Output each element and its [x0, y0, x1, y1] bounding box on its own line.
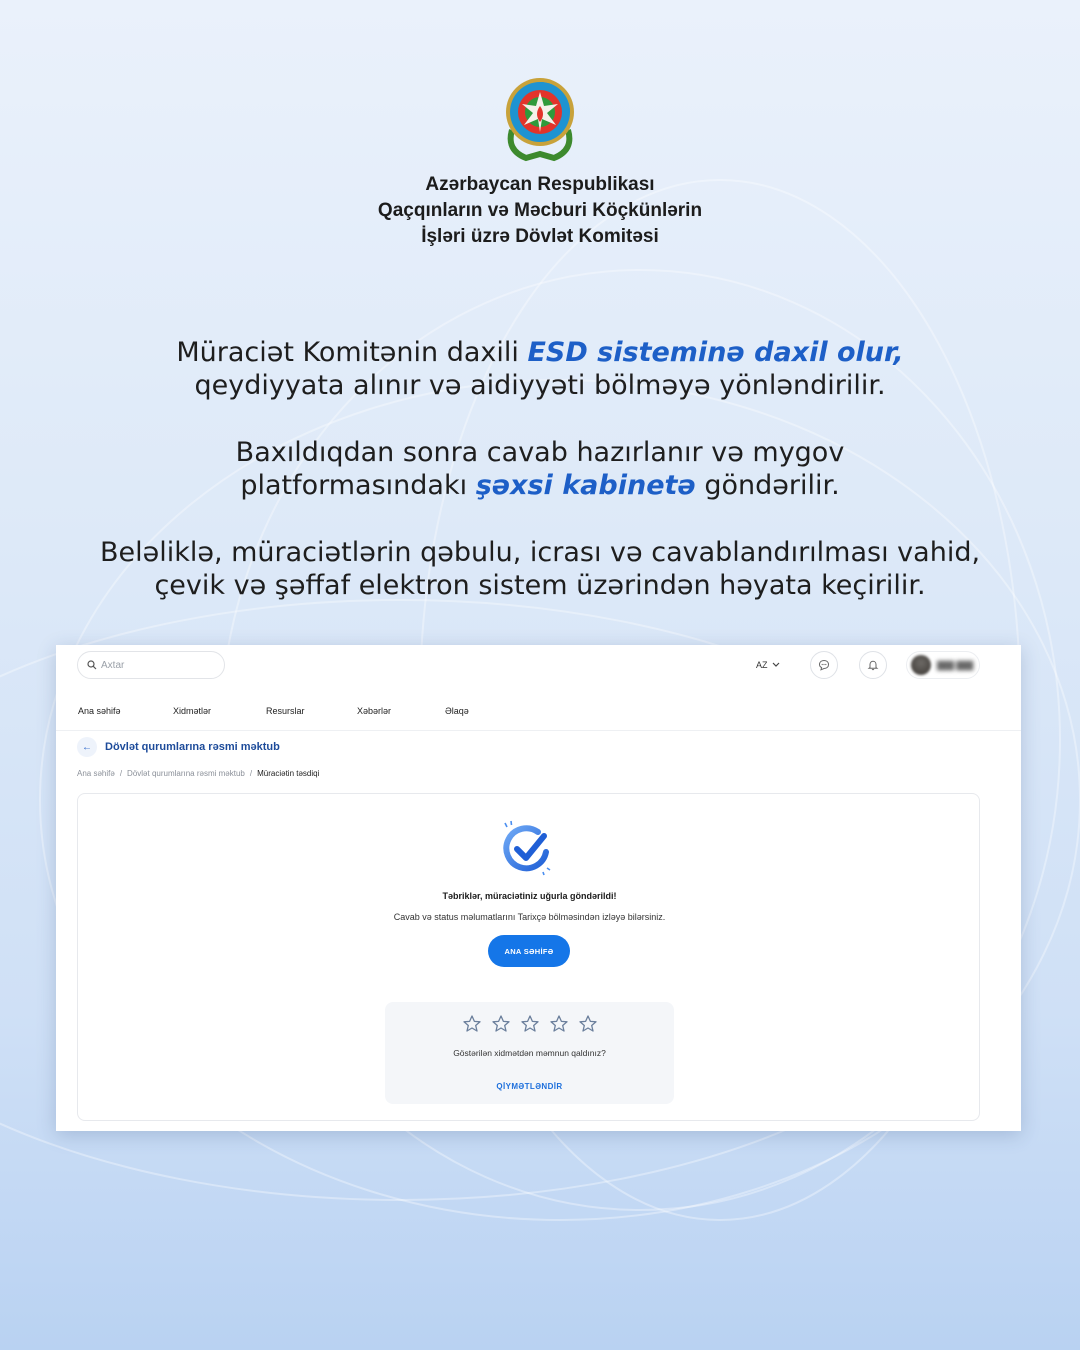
nav-item-contact[interactable]: Əlaqə: [445, 706, 469, 716]
org-name-line-2: Qaçqınların və Məcburi Köçkünlərin: [377, 200, 703, 221]
org-name-line-3: İşləri üzrə Dövlət Komitəsi: [421, 226, 659, 247]
success-subtitle: Cavab və status məlumatlarını Tarixçə bölməsindən izləyə bilərsiniz.: [393, 912, 666, 922]
breadcrumb-item-service[interactable]: Dövlət qurumlarına rəsmi məktub: [127, 769, 245, 778]
avatar: [911, 655, 931, 675]
p2-text-end: göndərilir.: [695, 470, 840, 501]
nav-item-news[interactable]: Xəbərlər: [357, 706, 392, 716]
p3-line-2: çevik və şəffaf elektron sistem üzərindən həyata keçirilir.: [154, 570, 926, 601]
org-name-line-1: Azərbaycan Respublikası: [425, 174, 655, 195]
breadcrumb-separator: /: [249, 769, 253, 778]
star-icon-1[interactable]: [462, 1014, 482, 1034]
page-title: Dövlət qurumlarına rəsmi məktub: [105, 741, 280, 753]
mygov-screenshot: [56, 645, 1021, 1131]
search-icon: [87, 660, 97, 670]
emblem-icon: [500, 70, 580, 162]
chat-icon: [818, 659, 830, 671]
arrow-left-icon: ←: [82, 741, 92, 753]
p1-highlight: ESD sisteminə daxil olur: [527, 337, 894, 368]
search-input[interactable]: [77, 651, 225, 679]
page-header: [77, 737, 280, 757]
star-icon-3[interactable]: [520, 1014, 540, 1034]
notifications-button[interactable]: [859, 651, 887, 679]
rating-stars: [385, 1014, 674, 1034]
paragraph-esd: [0, 336, 1080, 402]
nav-item-resources[interactable]: Resurslar: [266, 706, 305, 716]
language-select[interactable]: [756, 660, 780, 670]
breadcrumb-separator: /: [119, 769, 123, 778]
nav-item-services[interactable]: Xidmətlər: [173, 706, 212, 716]
main-nav: [56, 697, 1021, 731]
home-button[interactable]: ANA SƏHİFƏ: [488, 935, 570, 967]
breadcrumb-item-current: Müraciətin təsdiqi: [257, 769, 320, 778]
header: [0, 70, 1080, 250]
success-check-icon: [498, 818, 558, 878]
p3-line-1: Beləliklə, müraciətlərin qəbulu, icrası və cavablandırılması vahid,: [99, 537, 981, 568]
success-title: Təbriklər, müraciətiniz uğurla göndərildi!: [442, 891, 617, 901]
breadcrumb-item-home[interactable]: Ana səhifə: [77, 769, 115, 778]
user-name-blurred: ███ ███: [937, 660, 974, 670]
p1-text: Müraciət Komitənin daxili: [176, 337, 528, 368]
rate-button[interactable]: QİYMƏTLƏNDİR: [496, 1082, 563, 1091]
confirmation-card: [77, 793, 980, 1121]
paragraph-cabinet: [0, 436, 1080, 502]
back-button[interactable]: [77, 737, 97, 757]
rating-question: Göstərilən xidmətdən məmnun qaldınız?: [453, 1048, 606, 1058]
bell-icon: [867, 659, 879, 671]
rating-box: [385, 1002, 674, 1104]
chevron-down-icon: [772, 662, 780, 668]
p2-highlight: şəxsi kabinetə: [475, 470, 696, 501]
star-icon-4[interactable]: [549, 1014, 569, 1034]
language-label: AZ: [756, 660, 768, 670]
star-icon-2[interactable]: [491, 1014, 511, 1034]
p1-comma: ,: [893, 337, 904, 368]
user-menu[interactable]: [906, 651, 980, 679]
paragraph-summary: [0, 536, 1080, 602]
p2-line-1: Baxıldıqdan sonra cavab hazırlanır və mygov: [235, 437, 845, 468]
p2-text: platformasındakı: [240, 470, 476, 501]
chat-button[interactable]: [810, 651, 838, 679]
search-placeholder: Axtar: [101, 659, 125, 671]
breadcrumb: [77, 769, 319, 778]
nav-item-home[interactable]: Ana səhifə: [78, 706, 121, 716]
star-icon-5[interactable]: [578, 1014, 598, 1034]
p1-line-2: qeydiyyata alınır və aidiyyəti bölməyə yönləndirilir.: [194, 370, 886, 401]
